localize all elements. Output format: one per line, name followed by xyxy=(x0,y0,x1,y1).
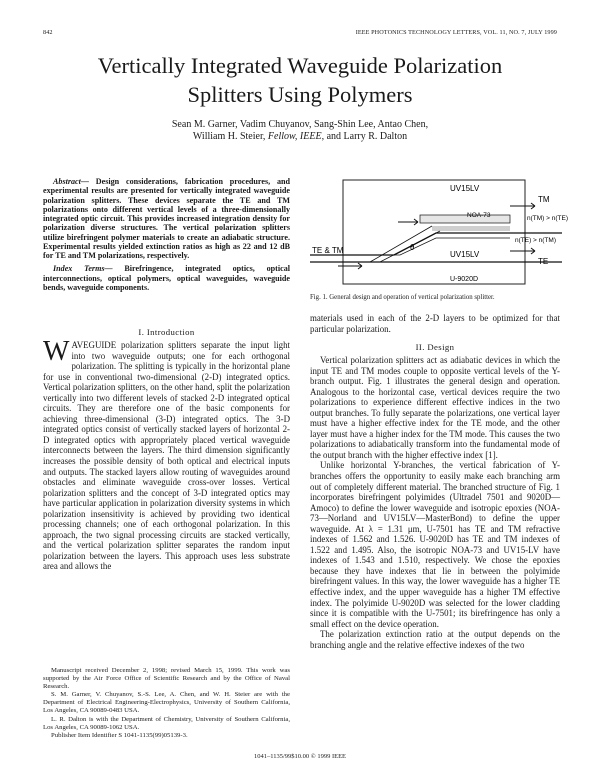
first-word: AVEGUIDE xyxy=(71,340,117,350)
footnote-affiliation-2: L. R. Dalton is with the Department of Chemistry, University of Southern California, Los Angeles, CA 90089-1062 USA. xyxy=(43,715,290,731)
label-tm-condition: n(TM) > n(TE) xyxy=(527,215,568,222)
fellow-designation: Fellow, IEEE, xyxy=(267,131,325,143)
abstract xyxy=(43,177,290,260)
figure-1-caption: Fig. 1. General design and operation of vertical polarization splitter. xyxy=(310,294,495,301)
index-terms-label: Index Terms— xyxy=(53,264,113,274)
authors-line-1: Sean M. Garner, Vadim Chuyanov, Sang-Shin Lee, Antao Chen, xyxy=(171,119,429,130)
section-2-heading: II. Design xyxy=(415,342,455,352)
noa73-layer xyxy=(420,215,510,223)
journal-header: IEEE PHOTONICS TECHNOLOGY LETTERS, VOL. 11, NO. 7, JULY 1999 xyxy=(355,29,557,36)
abstract-label: Abstract— xyxy=(53,177,89,186)
abstract-block xyxy=(43,177,290,292)
footnote-manuscript: Manuscript received December 2, 1998; revised March 15, 1999. This work was supported by the Air Force Office of Scientific Research and by the Office of Naval Research. xyxy=(43,667,290,691)
label-uv15lv-top: UV15LV xyxy=(450,184,480,193)
label-noa73: NOA-73 xyxy=(467,212,491,219)
footnotes xyxy=(43,667,290,740)
author-list xyxy=(60,119,540,143)
right-column-intro: materials used in each of the 2-D layers to be optimized for that particular polarization. xyxy=(310,313,560,334)
design-paragraph-3: The polarization extinction ratio at the output depends on the branching angle and the relative effective indexes of the two xyxy=(310,629,560,650)
label-te-condition: n(TE) > n(TM) xyxy=(515,237,556,244)
footnote-affiliation-1: S. M. Garner, V. Chuyanov, S.-S. Lee, A. Chen, and W. H. Steier are with the Department of Electrical Engineering-Electrophysics, University of Southern California, Los Angeles, CA 90089-0483 USA. xyxy=(43,691,290,715)
authors-line-2 xyxy=(60,131,540,143)
design-paragraph-2: Unlike horizontal Y-branches, the vertical fabrication of Y-branches offers the opportunity to easily make each branching arm out of completely different material. The branched structure of Fig. 1 incorporates birefringent polyimides (Ultradel 7501 and 9020D—Amoco) to define the lower waveguide and isotropic epoxies (NOA-73—Norland and UV15LV—MasterBond) to define the upper waveguide. At λ = 1.31 μm, U-7501 has TE and TM refractive indexes of 1.562 and 1.526. U-9020D has TE and TM indexes of 1.522 and 1.495. Also, the isotropic NOA-73 and UV15-LV have indexes of 1.543 and 1.510, respectively. We chose the epoxies because they have indexes that lie in between the polyimide birefringent values. In this way, the lower waveguide has a higher TE effective index, and the upper waveguide has a higher TM effective index. The polyimide U-9020D was selected for the lower cladding since it is compatible with the U-7501; its birefringence has only a small effect on the device operation. xyxy=(310,460,560,629)
title-line-1: Vertically Integrated Waveguide Polarization xyxy=(97,53,503,78)
te-output-arrow-icon xyxy=(510,248,535,254)
section-2-body xyxy=(310,355,560,650)
upper-core xyxy=(432,226,510,231)
drop-cap: W xyxy=(43,336,70,367)
label-theta: θ xyxy=(410,243,415,252)
figure-1-diagram xyxy=(310,178,568,290)
author-steier: William H. Steier, xyxy=(192,131,266,143)
label-out-te: TE xyxy=(538,257,549,266)
paper-title xyxy=(40,51,560,109)
section-1-heading: I. Introduction xyxy=(138,327,195,337)
intro-text: polarization splitters separate the input light into two waveguide outputs; one for each orthogonal polarization. The splitting is typically in the horizontal plane for use in conventional two-dimensional (2-D) integrated optics. Vertical polarization splitters, on the other hand, split the polarization vertically into two different levels of stacked 2-D integrated optical circuits. They are therefore one of the basic components for achieving three-dimensional (3-D) integrated optics. The 3-D integrated optics consist of vertically stacked layers of horizontal 2-D integrated optics with appropriately placed vertical waveguide interconnects between the layers. The third dimension significantly increases the possible density of both optical and electrical inputs and outputs. The stacked layers allow routing of waveguides around obstacles and eliminate waveguide cross-over losses. Vertical polarization splitters and the concept of 3-D integrated optics may have particular application in polarization diversity systems in which polarization insensitivity is achieved by providing two identical processing channels; one of each orthogonal polarization. In this approach, the two signal processing circuits are stacked vertically, and the vertical polarization splitter separates the random input polarization between the layers. This approach uses less substrate area and allows the xyxy=(43,340,290,572)
footnote-identifier: Publisher Item Identifier S 1041-1135(99)05139-3. xyxy=(51,731,188,739)
figure-frame xyxy=(343,180,525,284)
tm-output-arrow-icon xyxy=(510,203,535,209)
copyright-footer: 1041–1135/99$10.00 © 1999 IEEE xyxy=(253,753,347,760)
section-1-body xyxy=(43,336,290,572)
abstract-text: Design considerations, fabrication procedures, and experimental results are presented for vertically integrated waveguide polarization splitters. These devices separate the TE and TM polarizations onto different vertical levels of a three-dimensionally integrated optic circuit. This provides increased integration density for polarization diverse structures. The vertical polarization splitters utilize birefringent polymer materials to create an adiabatic structure. Experimental results yielded extinction ratios as high as 22 and 12 dB for TE and TM polarizations, respectively. xyxy=(43,177,290,260)
label-input: TE & TM xyxy=(312,246,344,255)
page-number: 842 xyxy=(43,29,53,36)
design-paragraph-1: Vertical polarization splitters act as adiabatic devices in which the input TE and TM modes couple to opposite vertical levels of the Y-branch output. Fig. 1 illustrates the general design and operation. Analogous to the horizontal case, vertical devices require the two polarizations to experience different effective indices in the two output branches. To fully separate the polarizations, one vertical layer must have a higher effective index for the TE mode, and the other layer must have a higher index for the TM mode. This causes the two polarizations to adiabatically transform into the fundamental mode of the output branch with the higher effective index [1]. xyxy=(310,355,560,460)
input-arrow-icon xyxy=(338,263,362,269)
title-line-2: Splitters Using Polymers xyxy=(187,82,413,107)
arrow-icon xyxy=(398,219,418,225)
author-dalton: and Larry R. Dalton xyxy=(326,131,408,143)
label-out-tm: TM xyxy=(538,195,550,204)
index-terms xyxy=(43,264,290,292)
label-u9020d: U-9020D xyxy=(450,276,479,283)
index-terms-text: Birefringence, integrated optics, optical interconnections, optical polymers, optical waveguides, waveguide bends, waveguide components. xyxy=(43,264,290,292)
label-uv15lv-mid: UV15LV xyxy=(450,250,480,259)
